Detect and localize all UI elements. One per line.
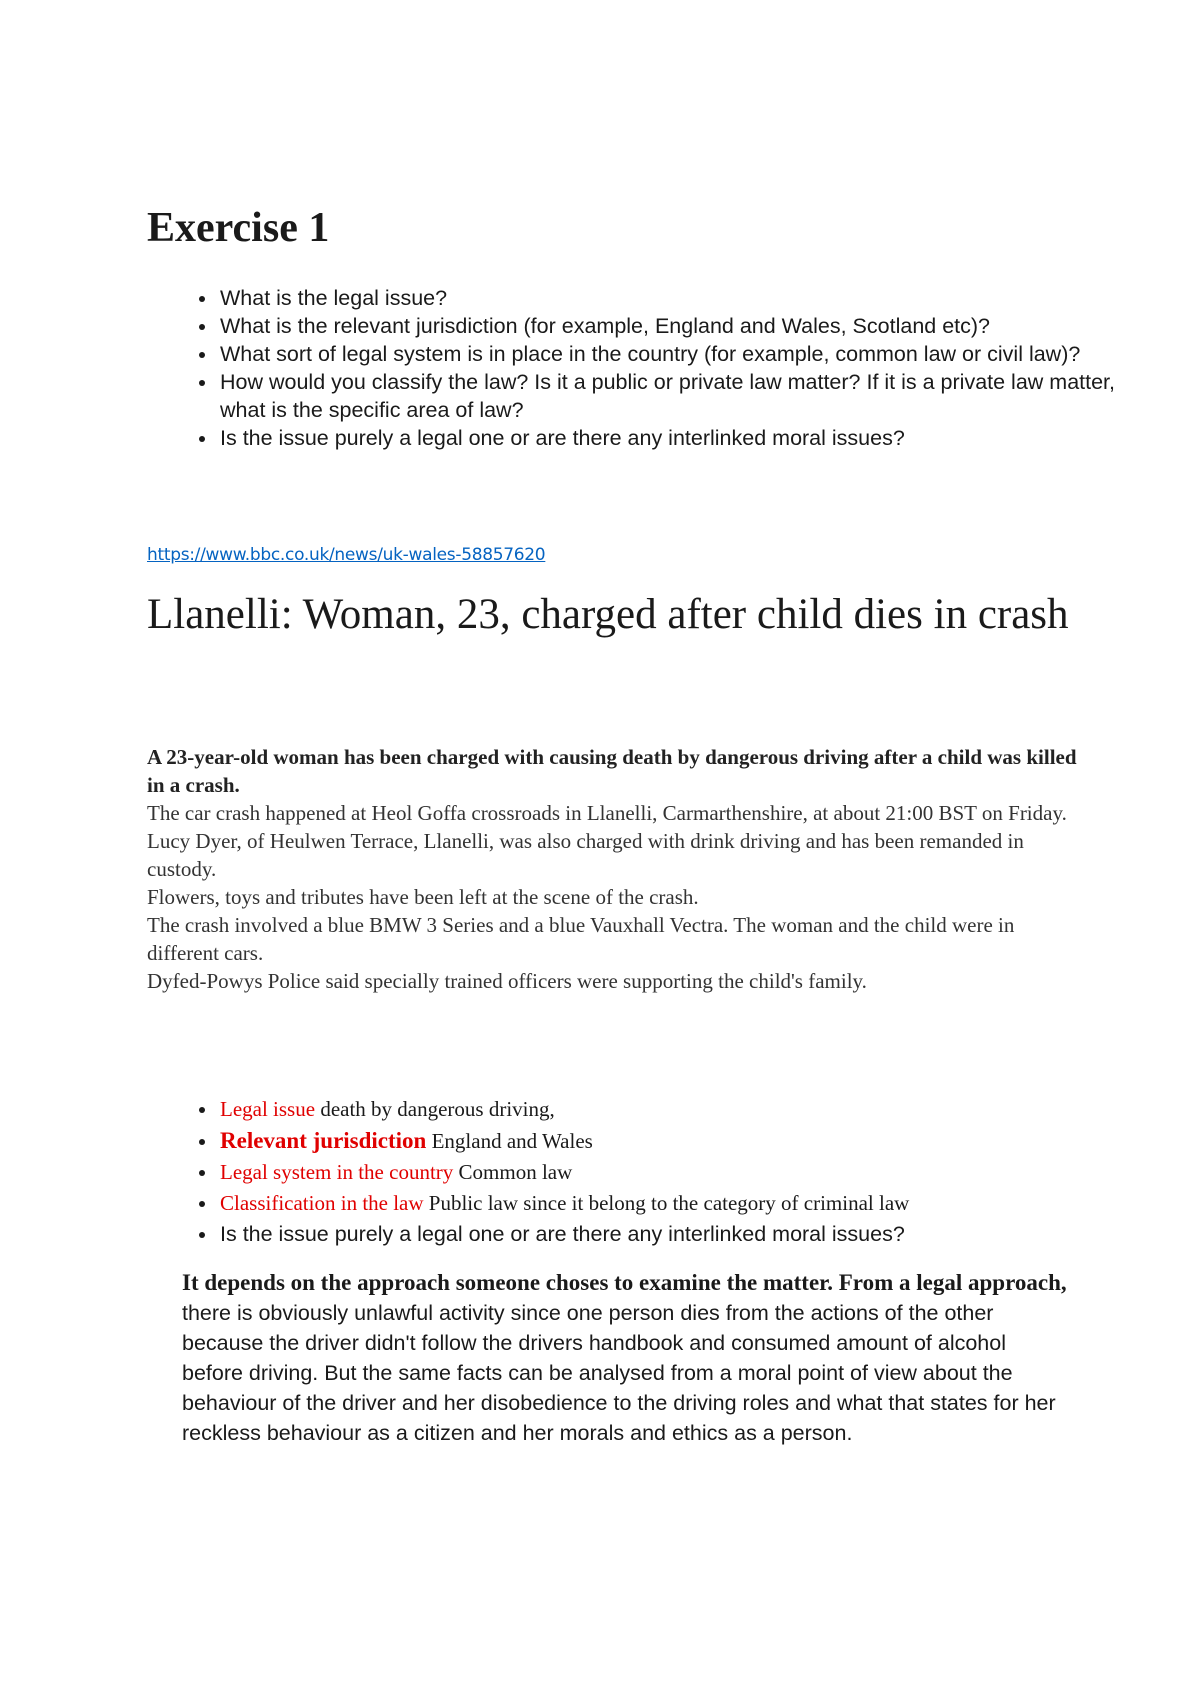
answer-text: Is the issue purely a legal one or are there any interlinked moral issues? — [220, 1222, 905, 1246]
answer-text: England and Wales — [426, 1129, 593, 1153]
conclusion-bold: It depends on the approach someone choses to examine the matter. From a legal approach, — [182, 1270, 1067, 1295]
question-item: • How would you classify the law? Is it a public or private law matter? If it is a private law matter, what is the specific area of law? — [218, 368, 1148, 424]
answer-label: Classification in the law — [220, 1191, 424, 1215]
answer-text: Common law — [453, 1160, 573, 1184]
answer-label: Legal issue — [220, 1097, 316, 1121]
conclusion-paragraph — [182, 1268, 1072, 1448]
question-item: • What is the legal issue? — [218, 284, 1148, 312]
answer-item — [218, 1157, 1148, 1188]
article-paragraph: Flowers, toys and tributes have been left at the scene of the crash. — [147, 885, 699, 909]
article-paragraph: The crash involved a blue BMW 3 Series and a blue Vauxhall Vectra. The woman and the child were in different cars. — [147, 913, 1015, 965]
article-paragraph: Dyfed-Powys Police said specially trained officers were supporting the child's family. — [147, 969, 867, 993]
article-title: Llanelli: Woman, 23, charged after child dies in crash — [147, 591, 1069, 638]
answer-label: Legal system in the country — [220, 1160, 454, 1184]
answer-item — [218, 1219, 1148, 1250]
question-item: • What is the relevant jurisdiction (for example, England and Wales, Scotland etc)? — [218, 312, 1148, 340]
source-link[interactable]: https://www.bbc.co.uk/news/uk-wales-58857620 — [147, 545, 546, 565]
answer-text: Public law since it belong to the category of criminal law — [423, 1191, 910, 1215]
exercise-heading: Exercise 1 — [147, 205, 330, 251]
answer-item — [218, 1188, 1148, 1219]
question-item: • What sort of legal system is in place in the country (for example, common law or civil law)? — [218, 340, 1148, 368]
article-paragraph: The car crash happened at Heol Goffa crossroads in Llanelli, Carmarthenshire, at about 21:00 BST on Friday. — [147, 801, 1067, 825]
answers-list — [147, 1094, 1148, 1250]
article-lead: A 23-year-old woman has been charged with causing death by dangerous driving after a child was killed in a crash. — [147, 745, 1077, 797]
article-paragraph: Lucy Dyer, of Heulwen Terrace, Llanelli, was also charged with drink driving and has been remanded in custody. — [147, 829, 1024, 881]
article-body — [147, 743, 1077, 995]
answer-item — [218, 1094, 1148, 1125]
answer-label: Relevant jurisdiction — [220, 1128, 427, 1153]
answer-item — [218, 1125, 1148, 1157]
answer-text: death by dangerous driving, — [315, 1097, 555, 1121]
exercise-questions-list — [147, 284, 1148, 452]
conclusion-text: there is obviously unlawful activity since one person dies from the actions of the other because the driver didn't follow the drivers handbook and consumed amount of alcohol before driving. But the same facts can be analysed from a moral point of view about the behaviour of the driver and her disobedience to the driving roles and what that states for her reckless behaviour as a citizen and her morals and ethics as a person. — [182, 1301, 1056, 1445]
question-item: • Is the issue purely a legal one or are there any interlinked moral issues? — [218, 424, 1148, 452]
